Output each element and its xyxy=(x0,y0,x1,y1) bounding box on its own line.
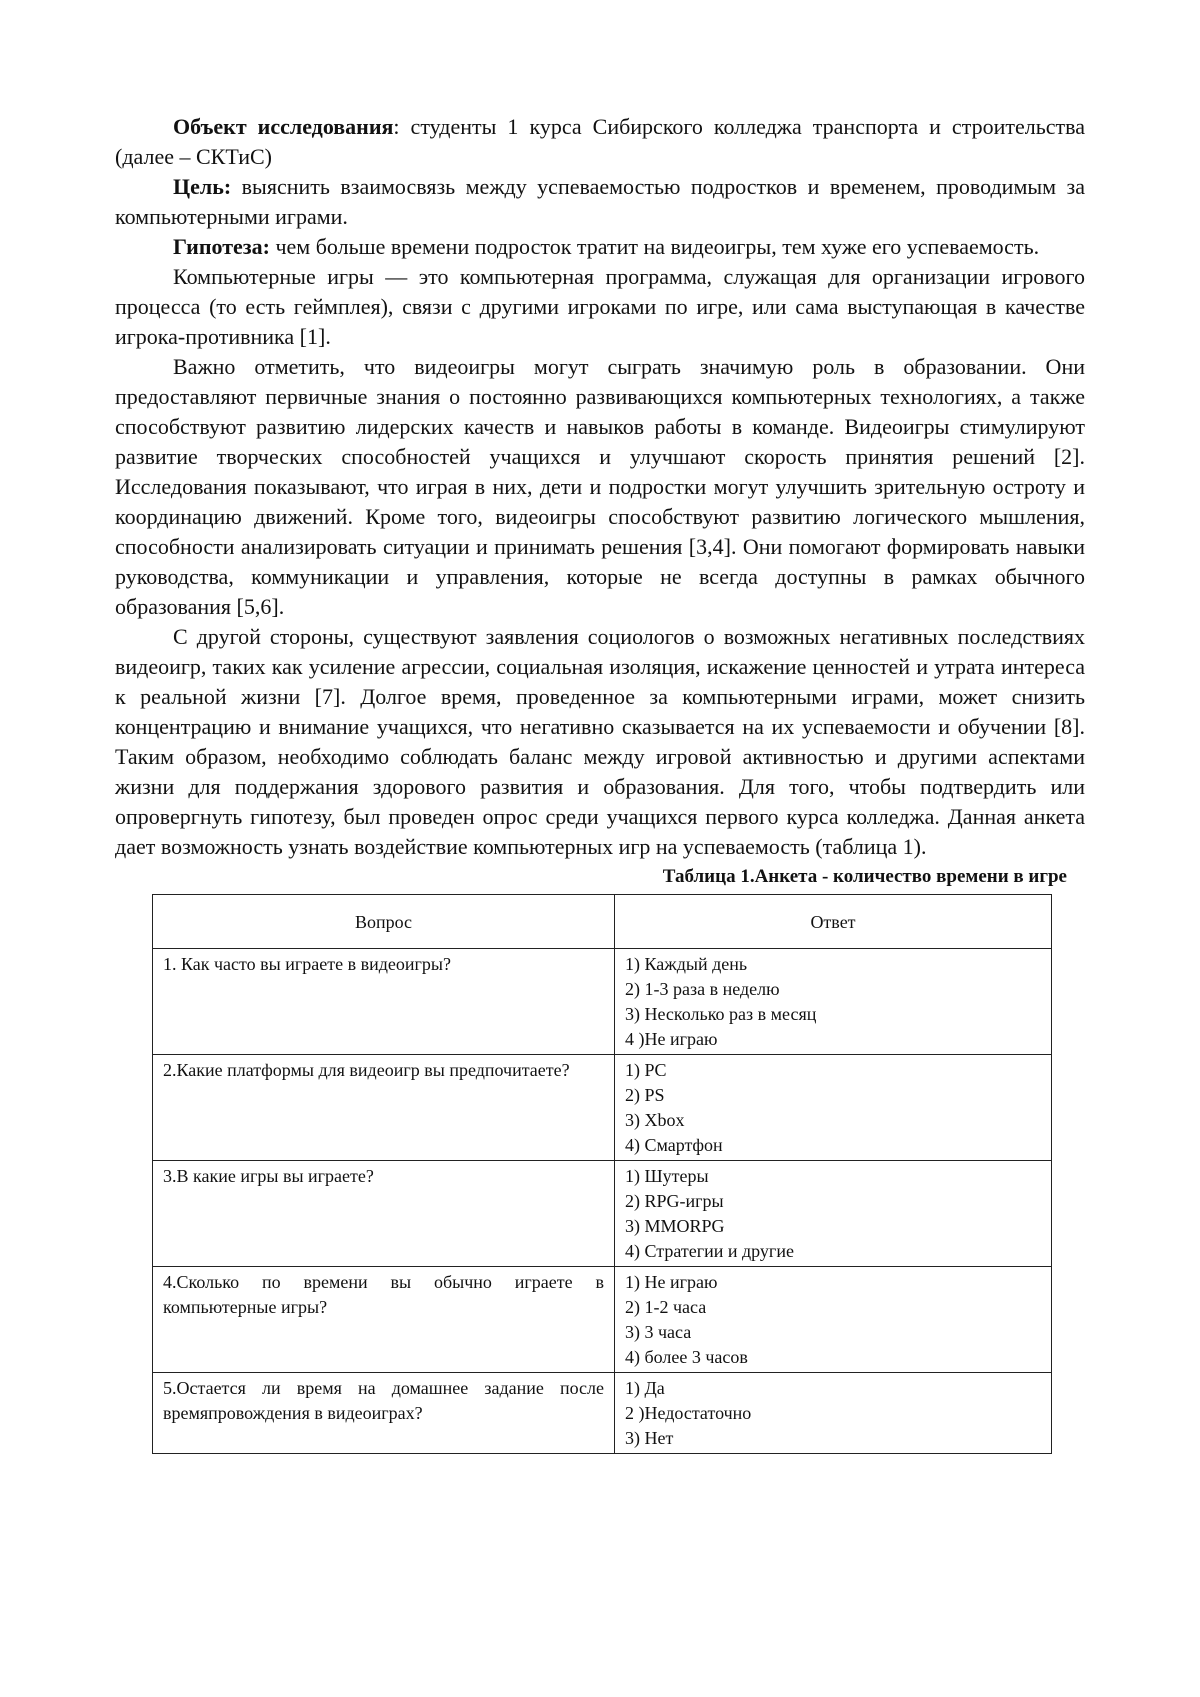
paragraph-text: выяснить взаимосвязь между успеваемостью подростков и временем, проводимым за компьютерными играми. xyxy=(115,174,1085,229)
paragraph-lead: Гипотеза: xyxy=(173,234,270,259)
answer-option: 1) Не играю xyxy=(625,1272,718,1292)
paragraph-text: студенты 1 курса Сибирского колледжа транспорта и строительства (далее – СКТиС) xyxy=(115,114,1085,169)
table-header-row xyxy=(153,895,1052,949)
table-row xyxy=(153,949,1052,1055)
answer-cell xyxy=(615,1161,1052,1267)
paragraph-text: Компьютерные игры — это компьютерная программа, служащая для организации игрового процесса (то есть геймплея), связи с другими игроками по игре, или сама выступающая в качестве игрока-противника [1]. xyxy=(115,264,1085,349)
paragraph-text: чем больше времени подросток тратит на видеоигры, тем хуже его успеваемость. xyxy=(269,234,1040,259)
question-cell: 3.В какие игры вы играете? xyxy=(153,1161,615,1267)
answer-option: 4) более 3 часов xyxy=(625,1347,748,1367)
answer-option: 3) MMORPG xyxy=(625,1216,725,1236)
answer-option: 4 )Не играю xyxy=(625,1029,718,1049)
table-row xyxy=(153,1055,1052,1161)
table-row xyxy=(153,1267,1052,1373)
answer-option: 3) Нет xyxy=(625,1428,674,1448)
answer-option: 2) RPG-игры xyxy=(625,1191,724,1211)
answer-cell xyxy=(615,949,1052,1055)
document-page xyxy=(115,112,1085,1454)
column-header-answer: Ответ xyxy=(615,895,1052,949)
answer-option: 1) Шутеры xyxy=(625,1166,709,1186)
answer-option: 1) Каждый день xyxy=(625,954,748,974)
column-header-question: Вопрос xyxy=(153,895,615,949)
paragraph-goal xyxy=(115,172,1085,232)
answer-option: 4) Стратегии и другие xyxy=(625,1241,794,1261)
answer-cell xyxy=(615,1373,1052,1454)
paragraph-text: С другой стороны, существуют заявления социологов о возможных негативных последствиях видеоигр, таких как усиление агрессии, социальная изоляция, искажение ценностей и утрата интереса к реальной жизни [7]. Долгое время, проведенное за компьютерными играми, может снизить концентрацию и внимание учащихся, что негативно сказывается на их успеваемости и обучении [8]. Таким образом, необходимо соблюдать баланс между игровой активностью и другими аспектами жизни для поддержания здорового развития и образования. Для того, чтобы подтвердить или опровергнуть гипотезу, был проведен опрос среди учащихся первого курса колледжа. Данная анкета дает возможность узнать воздействие компьютерных игр на успеваемость (таблица 1). xyxy=(115,624,1085,859)
answer-option: 2) 1-3 раза в неделю xyxy=(625,979,780,999)
paragraph-lead: Цель: xyxy=(173,174,232,199)
paragraph-definition xyxy=(115,262,1085,352)
paragraph-benefits xyxy=(115,352,1085,622)
answer-option: 3) Xbox xyxy=(625,1110,685,1130)
table-caption: Таблица 1.Анкета - количество времени в игре xyxy=(662,866,1067,887)
paragraph-lead-separator: : xyxy=(393,114,400,139)
table-row xyxy=(153,1161,1052,1267)
answer-option: 2 )Недостаточно xyxy=(625,1403,752,1423)
paragraph-risks xyxy=(115,622,1085,862)
answer-option: 3) Несколько раз в месяц xyxy=(625,1004,817,1024)
answer-option: 4) Смартфон xyxy=(625,1135,723,1155)
answer-option: 1) PC xyxy=(625,1060,667,1080)
paragraph-object xyxy=(115,112,1085,172)
paragraph-hypothesis xyxy=(115,232,1085,262)
answer-option: 3) 3 часа xyxy=(625,1322,692,1342)
survey-table xyxy=(152,894,1052,1454)
question-cell: 2.Какие платформы для видеоигр вы предпочитаете? xyxy=(153,1055,615,1161)
question-cell: 5.Остается ли время на домашнее задание после времяпровождения в видеоиграх? xyxy=(153,1373,615,1454)
paragraph-lead: Объект исследования xyxy=(173,114,394,139)
answer-option: 2) PS xyxy=(625,1085,665,1105)
answer-option: 1) Да xyxy=(625,1378,665,1398)
question-cell: 1. Как часто вы играете в видеоигры? xyxy=(153,949,615,1055)
question-cell: 4.Сколько по времени вы обычно играете в компьютерные игры? xyxy=(153,1267,615,1373)
answer-cell xyxy=(615,1055,1052,1161)
answer-cell xyxy=(615,1267,1052,1373)
paragraph-text: Важно отметить, что видеоигры могут сыграть значимую роль в образовании. Они предоставляют первичные знания о постоянно развивающихся компьютерных технологиях, а также способствуют развитию лидерских качеств и навыков работы в команде. Видеоигры стимулируют развитие творческих способностей учащихся и улучшают скорость принятия решений [2]. Исследования показывают, что играя в них, дети и подростки могут улучшить зрительную остроту и координацию движений. Кроме того, видеоигры способствуют развитию логического мышления, способности анализировать ситуации и принимать решения [3,4]. Они помогают формировать навыки руководства, коммуникации и управления, которые не всегда доступны в рамках обычного образования [5,6]. xyxy=(115,354,1085,619)
table-row xyxy=(153,1373,1052,1454)
answer-option: 2) 1-2 часа xyxy=(625,1297,707,1317)
